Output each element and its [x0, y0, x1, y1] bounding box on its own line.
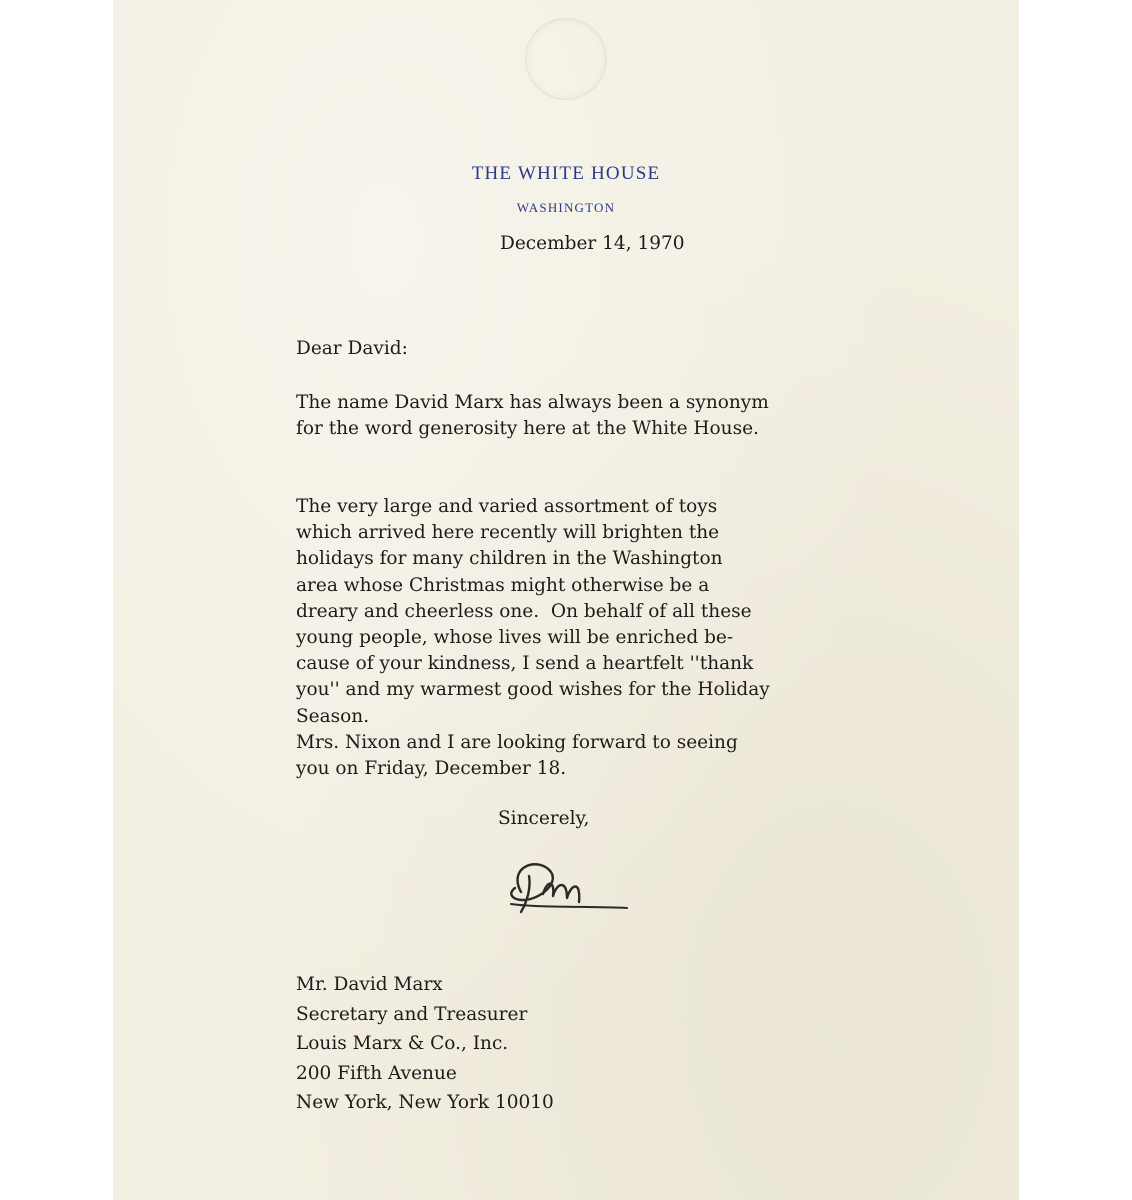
signature-icon	[481, 850, 631, 920]
salutation: Dear David:	[296, 338, 408, 359]
recipient-line-2: Secretary and Treasurer	[296, 1003, 528, 1025]
letter-date: December 14, 1970	[500, 233, 685, 254]
recipient-address	[296, 970, 554, 1118]
embossed-seal-icon	[525, 18, 607, 100]
recipient-line-3: Louis Marx & Co., Inc.	[296, 1033, 509, 1054]
paragraph-2: The very large and varied assortment of toys which arrived here recently will brighten the holidays for many children in the Washington area whose Christmas might otherwise be a dreary and cheerless one. On behalf of all these young people, whose lives will be enriched be- cause of your kindness, I send a heartfelt ''thank you'' and my warmest good wishes for the Holiday Season.	[296, 496, 770, 727]
recipient-line-4: 200 Fifth Avenue	[296, 1062, 457, 1084]
letterhead-city: WASHINGTON	[516, 200, 616, 215]
paragraph-3: Mrs. Nixon and I are looking forward to seeing you on Friday, December 18.	[296, 732, 738, 780]
letterhead-title: THE WHITE HOUSE	[471, 163, 661, 184]
paragraph-1: The name David Marx has always been a synonym for the word generosity here at the White House.	[296, 392, 769, 440]
letter-paper	[113, 0, 1019, 1200]
recipient-line-1: Mr. David Marx	[296, 974, 443, 995]
closing: Sincerely,	[498, 808, 590, 829]
recipient-line-5: New York, New York 10010	[296, 1092, 554, 1113]
